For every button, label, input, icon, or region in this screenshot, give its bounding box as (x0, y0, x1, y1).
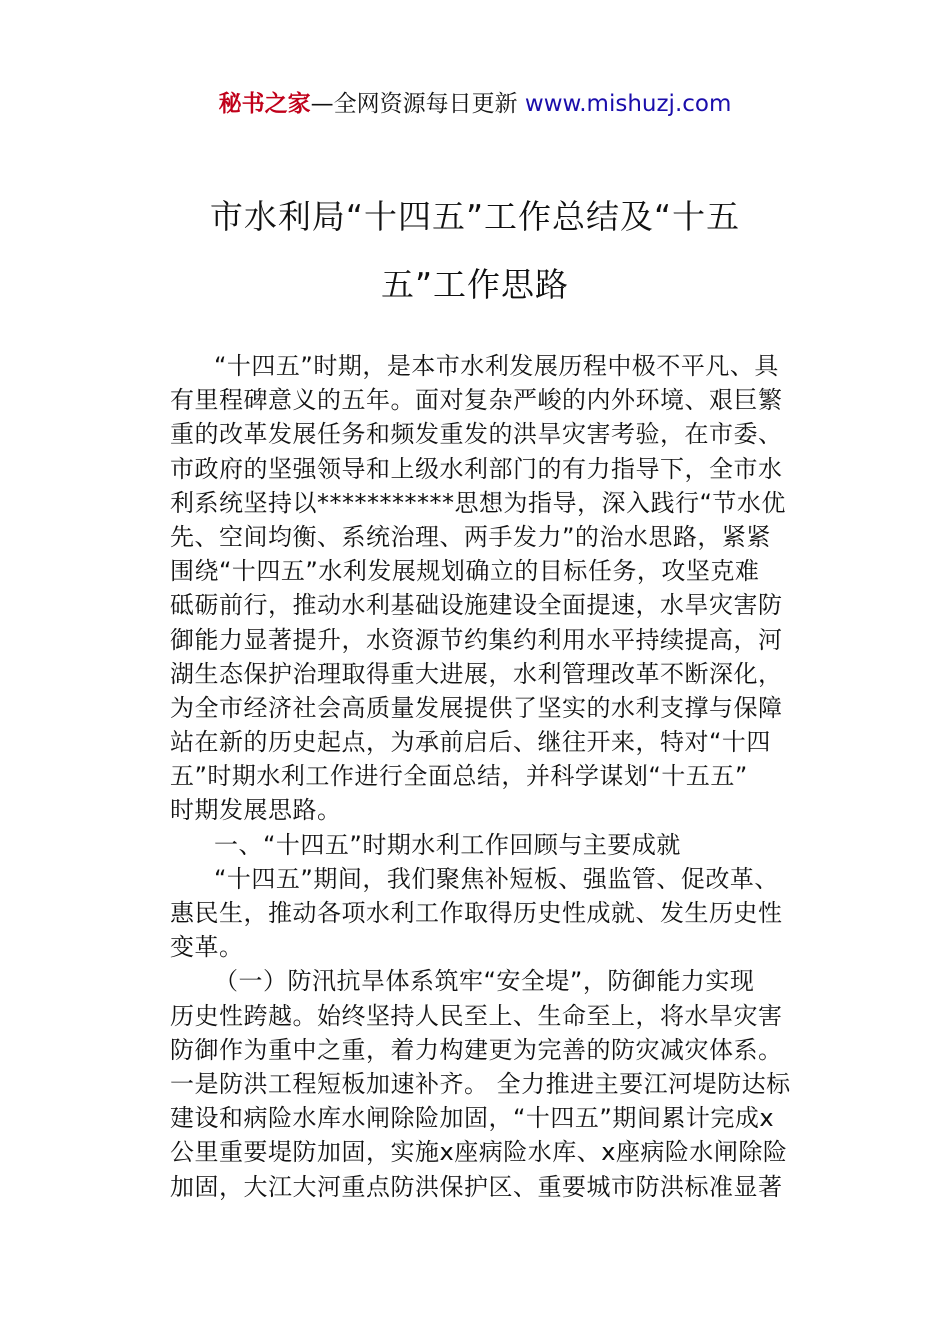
body-line: 公里重要堤防加固，实施x座病险水库、x座病险水闸除险 (170, 1138, 788, 1167)
body-line: 加固，大江大河重点防洪保护区、重要城市防洪标准显著 (170, 1172, 783, 1201)
body-line: 变革。 (170, 933, 244, 962)
body-line: 围绕“十四五”水利发展规划确立的目标任务，攻坚克难 (170, 557, 760, 586)
subsection-heading: （一）防汛抗旱体系筑牢“安全堤”，防御能力实现 (214, 967, 755, 996)
brand-name: 秘书之家 (218, 91, 311, 117)
body-line: 惠民生，推动各项水利工作取得历史性成就、发生历史性 (170, 899, 783, 927)
title-line-1: 市水利局“十四五”工作总结及“十五 (209, 197, 741, 236)
body-line: 湖生态保护治理取得重大进展，水利管理改革不断深化， (170, 659, 783, 688)
title-line-2: 五”工作思路 (380, 265, 570, 304)
body-line: 时期发展思路。 (170, 796, 342, 825)
body-line: 历史性跨越。始终坚持人民至上、生命至上，将水旱灾害 (170, 1001, 783, 1030)
header-tagline: —全网资源每日更新 (310, 91, 525, 117)
body-line: 利系统坚持以***********思想为指导，深入践行“节水优 (170, 488, 786, 517)
site-header (0, 86, 950, 122)
body-line: 市政府的坚强领导和上级水利部门的有力指导下，全市水 (170, 454, 783, 483)
body-line: “十四五”时期，是本市水利发展历程中极不平凡、具 (214, 352, 779, 380)
body-line: 防御作为重中之重，着力构建更为完善的防灾减灾体系。 (170, 1035, 783, 1064)
body-line: 砥砺前行，推动水利基础设施建设全面提速，水旱灾害防 (170, 591, 783, 620)
body-line: 一是防洪工程短板加速补齐。 全力推进主要江河堤防达标 (170, 1069, 791, 1098)
body-line: 为全市经济社会高质量发展提供了坚实的水利支撑与保障 (170, 693, 783, 722)
document-title (0, 183, 950, 319)
body-line: 重的改革发展任务和频发重发的洪旱灾害考验，在市委、 (170, 420, 783, 449)
body-line: 站在新的历史起点，为承前启后、继往开来，特对“十四 (170, 728, 771, 757)
section-heading: 一、“十四五”时期水利工作回顾与主要成就 (214, 830, 681, 859)
body-line: 五”时期水利工作进行全面总结，并科学谋划“十五五” (170, 762, 748, 791)
document-body (170, 349, 810, 1204)
body-line: 有里程碑意义的五年。面对复杂严峻的内外环境、艰巨繁 (170, 386, 783, 415)
body-line: “十四五”期间，我们聚焦补短板、强监管、促改革、 (214, 864, 779, 893)
body-line: 御能力显著提升，水资源节约集约利用水平持续提高，河 (170, 625, 783, 654)
body-line: 建设和病险水库水闸除险加固，“十四五”期间累计完成x (170, 1104, 775, 1133)
body-line: 先、空间均衡、系统治理、两手发力”的治水思路，紧紧 (170, 522, 771, 551)
site-url-link[interactable]: www.mishuzj.com (524, 91, 732, 117)
